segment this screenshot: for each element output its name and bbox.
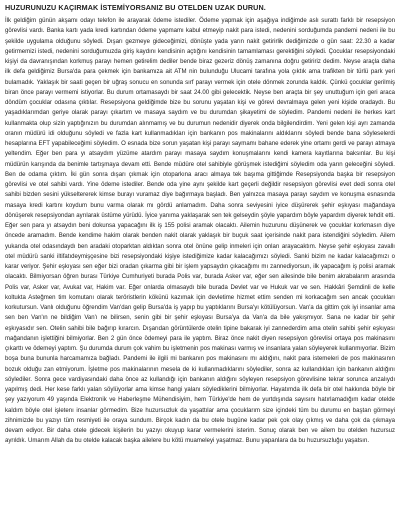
review-title: HUZURUNUZU KAÇIRMAK İSTEMİYORSANIZ BU OTELDEN UZAK DURUN.	[5, 3, 266, 12]
review-body: İlk geldiğim günün akşamı odayı telefon ile arayarak ödeme istediler. Ödeme yapmak için aşağıya indiğimde aslı surattı farklı bir resepsiyon görevlisi vardı. Banka kartı yada kredi kartından ödeme yapmamı kabul etmeyip nakit para istedi, nedenini sorduğumda pandemi nedeni ile bu şekilde uygulama olduğunu söyledi. Dışarı gezmeye gideceğimizi, dönüşte yada yarın nakit getirirlik dediğimizde o gün saat: 22.30 a kadar getirmemizi istedi, nedenini sorduğumuzda giriş kaydını kendisinin açtığını kendisinin tamamlaması gerektiğini söyledi. Çocuklar resepsiyondaki kişiyi da davranışından korkmuş parayı hemen getirelim dediler bende biraz gezeriz dönüş zamanına doğru getiririz dedim. Neyse araçla daha ilk defa geldiğimiz Bursa'da para çekmek için bankamıza ait ATM nin bulunduğu Ulucami tarafına yola çıktık ama trafikten bir türlü park yeri bulamadık. Yaklaşık bir saati geçen bir uğraş sonucu en sonunda sırf parayı vermek için otele dönmek zorunda kaldık. Çünkü çocuklar gerilmiş biran önce parayı vermemi istiyorlar. Bu durum ortamasaydı bir saat 24.00 gibi gelecektik. Neyse ben araçta bir şey unuttuğum için geri araca döndüm çocuklar odasına çıktılar. Resepsiyona geldiğimde bize bu sorunu yaşatan kişi ve görevi devralmaya gelen yeni kişide oradaydı. Bu yaşadıklarımdan geriye olarak parayı çıkartım ve masaya saydım ve bu durumdan şikayetimi de söyledim. Pandemi nedeni ile herkes kart kullanmakta olup sizin yaptığınızın bu durumdan alınmamış ve bu durumun nedenidir diyerek onda bilgilendirdim. Yeni gelen kişi ayrı zamanda oranın müdürü idi olduğunu söyledi ve fazla kart kullanmadıkları için bankanın pos makinalarını aldıklarını söyledi bende bana söyleselerdi hesaplarına EFT yapabileceğimi söyledim. O esnada bize sorun yaşatan kişi parayı saymamı bahane ederek yine ortamı gerdi ve parayı atmaya yeltendim. Eğer ben para yı atsaydım yüzüme atardım parayı masaya saydım konuşmalarını kendi kamera kayıtlarına baksınlar. Bu kişi müdürün karışında da benimle tartışmaya devam etti. Bende müdüre otel sahibiyle görüşmek istediğimi söyledim oda yarın geleceğini söyledi. Ben de odama çıktım. İki gün sonra dışarı çıkmak için otoparkına aracı almaya tek başıma gittiğimde Resepsiyonda başka bir resepsiyon görevlisi ve otel sahibi vardı. Yine ödeme istediler. Bende oda yine aynı şekilde kart geçerli değildir resepsiyon görevlisi evet dedi sonra otel sahibi bizden sesini yükseltererek kimse burayı vuramaz diye bağırmaya başladı. Ben yalnızca masaya parayı saydım ve konuşma esnasında masaya kredi kartını koydum bunu varma olarak mı gördü anlamadım. Daha sonra seviyesini iyice düşürerek şehir eşkıyası mağandaya dönüşerek resepsiyondan ayrılarak üstüme yürüdü. İyice yanıma yaklaşarak sen tek gelseydin şöyle yapardım böyle yapardım diyerek tehdit etti. Eğer sen para yı atsaydın beni dokunsa yapacağını ilk iş 155 polisi aramak olacaktı. Ailemin huzurunu düşünerek ve çocuklar korkmasın diye öncede aramadım. Bende kendime hakim olarak benden nakit olarak yaklaşık bir buçuk saat içerisinde nakit para istendiğini söyledim. Ailem yukarıda otel odasındaydı ben aradaki otoparktan aldıktan sonra otel önüne gelip inmeleri için onları arayacaktım. Neyse şehir eşkıyası zavallı otel müdürü sanki iltifatıdeymişçesine bizi resepsiyondaki kişiye istediğimize kadar kalacağımızı söyledi. Sanki bizim ne kadar kalacağımızı o karar veriyor. Şehir eşkıyası sen eğer bizi oradan çıkarma gibi bir işlem yapsaydın çıkacağımı mı zannediyorsun, ilk yapacağım iş polisi aramak olacaktı. Bilmiyorsan öğren burası Türkiye Cumhuriyeti burada Polis var, burada Asker var, eğer sen ailesinde bile benim akrabalarım arasında Polis var, Asker var, Avukat var, Hakim var. Eğer onlarda olmasaydı bile burada Devlet var ve Hukuk var ve sen. Hakkâri Şemdinli de kelle koltukta Asteğmen tim komutanı olarak teröristlerin kökünü kazımak için devletime hizmet ettim senden mi korkacağım sen ancak çocukları korkutursun. Vanlı olduğunu öğrendim Van'dan gelip Bursa'da iş yapıp bu yaptıklarını Bursa'yı kötülüyorsun. Van'a da gittim çok iyi insanlar ama sen ben Van'ın ne bildiğim Van'ı ne bilirsen, senin gibi bir şehir eşkıyası Bursa'ya da Van'a da bile yakışmıyor. Sana ne kadar bir şehir eşkıyasıdır sen. Otelin sahibi bile bağırıp kırarcın. Dışarıdan görüntülerde otelin tipine bakarak iyi zannederdim ama otelin sahibi şehir eşkıyası mağandanın işlettiğini bilmiyorlar. Ben 2 gün önce ödemeyi para ile yaptım. Biraz önce nakit diyen resepsiyon görevlisi ortaya pos makinasını çıkarttı ve ödemeyi yaptım. Şu durumda durum çok vahim bu işletmenin pos makinası varmış ve insanlara yalan söyleyerek kullanmıyorlar. Bizim boşa buna bununla harcamamıza bağladı. Pandemi ile ilgili mi bankanın pos makinasını mı aldığını, nakit para istemeleri de pos makinasının bozuk olduğu zan etmiyorum. İşletme pos makinalarının mesela de ki kullanmadıklarını söylediler, sonra az kullandıkları için bankanın aldığını söylediler. Sonra gece vardiyasındaki daha önce az kullandığı için bankanın aldığını söyleyen resepsiyon görevlisine tekrar sorunca arızalıydı yapılmış dedi. Her kese farklı yalan söylüyorlar ama kimse hangi yalanı söylediklerini bilmiyorlar. Hayatımda ilk defa bir otel hakkında böyle bir şey yazıyorum 49 yaşında Elektronik ve Haberleşme Mühendisiyim, hem Türkiye'de hem de yurtdışında sayısını hatırlamadığım kadar otelde kaldım böyle otel işletenı insanlar görmedim. Bize huzursuzluk da yaşattılar ama çocuklarım size içindeki tüm bu durumu en baştan görmeyi zihnimizde bu yazıyı tüm resmiyeti ile oraya sundum. Birçok kadın da bu otele bugüne kadar pek çok olay çıkmış ve daha çok da çıkmaya devam ediyor. Bir daha otele gidecek kişilerin bu yazıyı okuyup karar vermelerini isterim. Sonuç olarak ben ve ailem bu otelden huzursuz ayrıldık. Umarım Allah da bu otelde kalacak başka ailelere bu kötü muameleyi yaşatmaz. Bunu yapanlara da bu huzursuzluğu yaşatsın.	[5, 18, 396, 445]
